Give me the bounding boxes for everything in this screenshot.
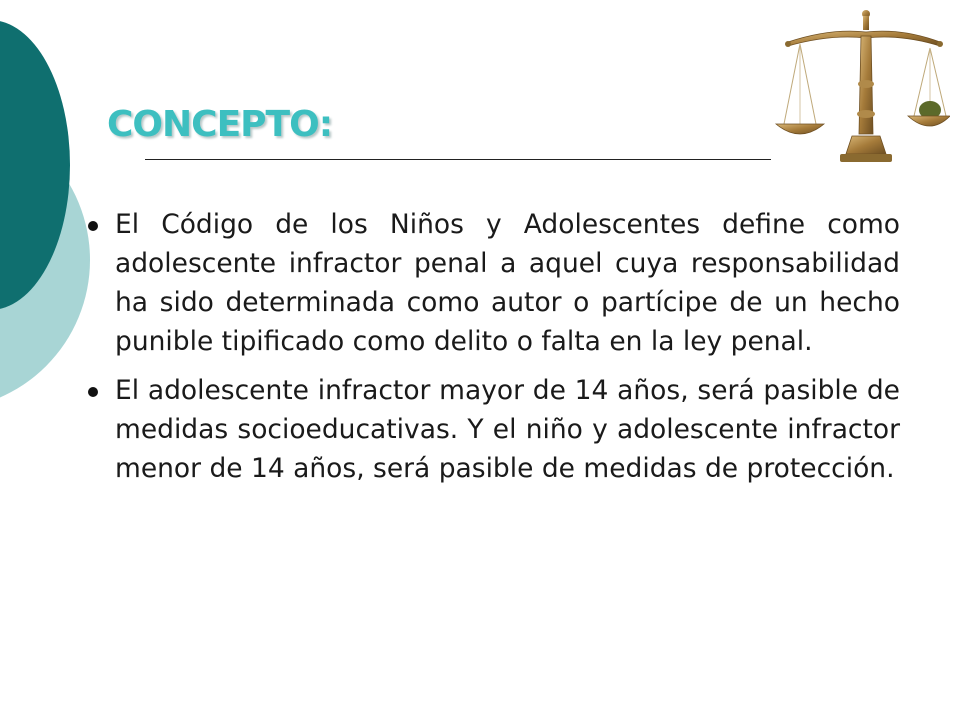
bullet-dot-icon — [88, 221, 98, 231]
slide-title: CONCEPTO: — [107, 104, 333, 145]
bullet-item — [86, 371, 900, 488]
bullet-list — [86, 205, 900, 498]
bullet-text: El Código de los Niños y Adolescentes define como adolescente infractor penal a aquel cuya responsabilidad ha sido determinada como autor o partícipe de un hecho punible tipificado como delito o falta en la ley penal. — [115, 209, 900, 357]
bullet-dot-icon — [88, 387, 98, 397]
balance-scale-icon — [770, 4, 950, 174]
title-underline — [145, 159, 771, 160]
bullet-text: El adolescente infractor mayor de 14 años, será pasible de medidas socioeducativas. Y el niño y adolescente infractor menor de 14 años, será pasible de medidas de protección. — [115, 375, 900, 484]
bullet-item — [86, 205, 900, 361]
